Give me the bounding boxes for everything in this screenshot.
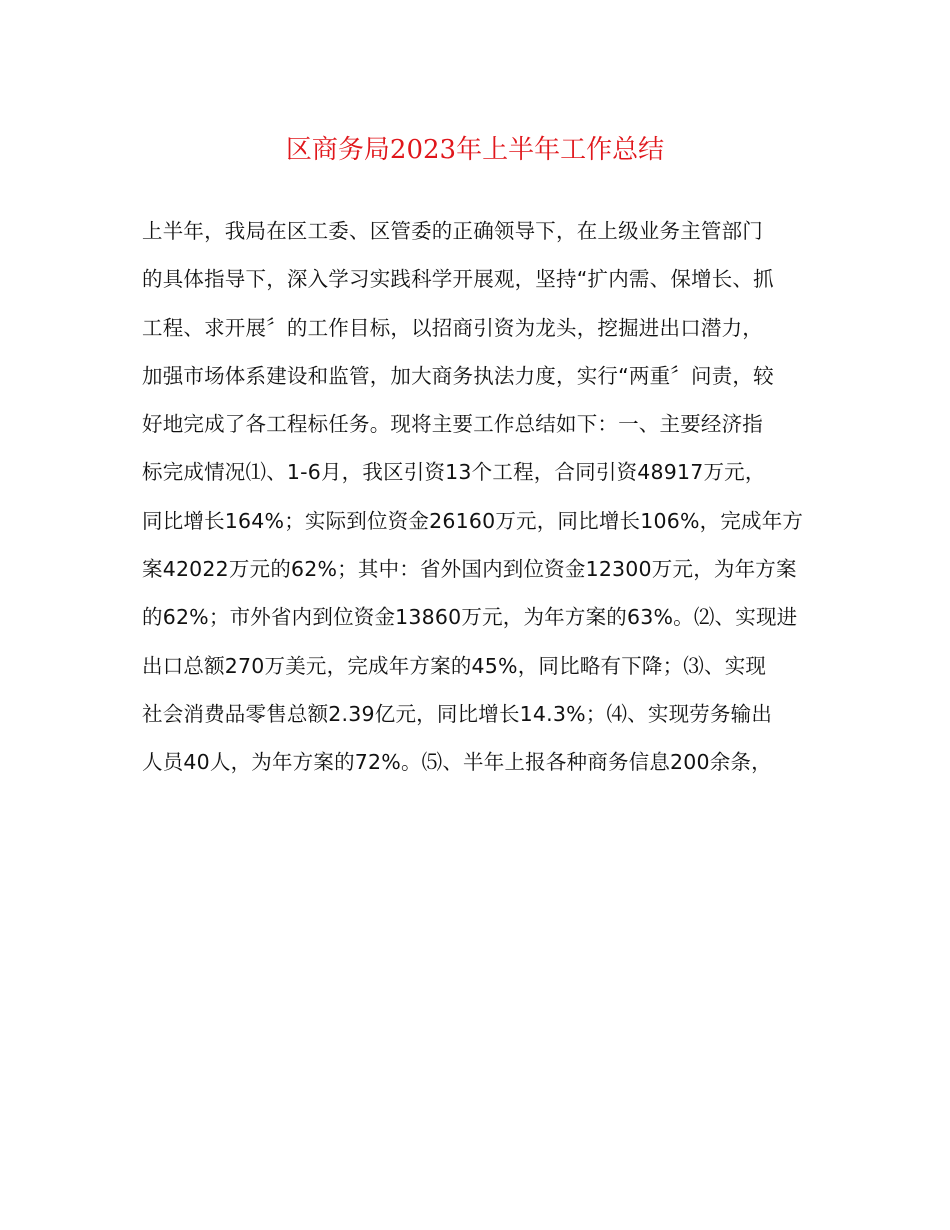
- body-line: 标完成情况⑴、1-6月，我区引资13个工程，合同引资48917万元，: [142, 460, 766, 485]
- body-line: 好地完成了各工程标任务。现将主要工作总结如下：一、主要经济指: [142, 412, 763, 437]
- body-line: 案42022万元的62%；其中：省外国内到位资金12300万元，为年方案: [142, 557, 797, 582]
- body-line: 的62%；市外省内到位资金13860万元，为年方案的63%。⑵、实现进: [142, 605, 798, 630]
- body-line: 加强市场体系建设和监管，加大商务执法力度，实行“两重〞问责，较: [142, 363, 774, 388]
- document-title: 区商务局2023年上半年工作总结: [285, 135, 665, 165]
- document-body: [142, 207, 822, 787]
- body-line: 同比增长164%；实际到位资金26160万元，同比增长106%，完成年方: [142, 508, 804, 533]
- body-line: 社会消费品零售总额2.39亿元，同比增长14.3%；⑷、实现劳务输出: [142, 701, 773, 726]
- body-line: 出口总额270万美元，完成年方案的45%，同比略有下降；⑶、实现: [142, 653, 767, 678]
- body-line: 的具体指导下，深入学习实践科学开展观，坚持“扩内需、保增长、抓: [142, 267, 774, 292]
- body-line: 上半年，我局在区工委、区管委的正确领导下，在上级业务主管部门: [142, 219, 763, 243]
- body-line: 工程、求开展〞的工作目标，以招商引资为龙头，挖掘进出口潜力，: [142, 315, 763, 340]
- body-line: 人员40人，为年方案的72%。⑸、半年上报各种商务信息200余条，: [142, 750, 772, 775]
